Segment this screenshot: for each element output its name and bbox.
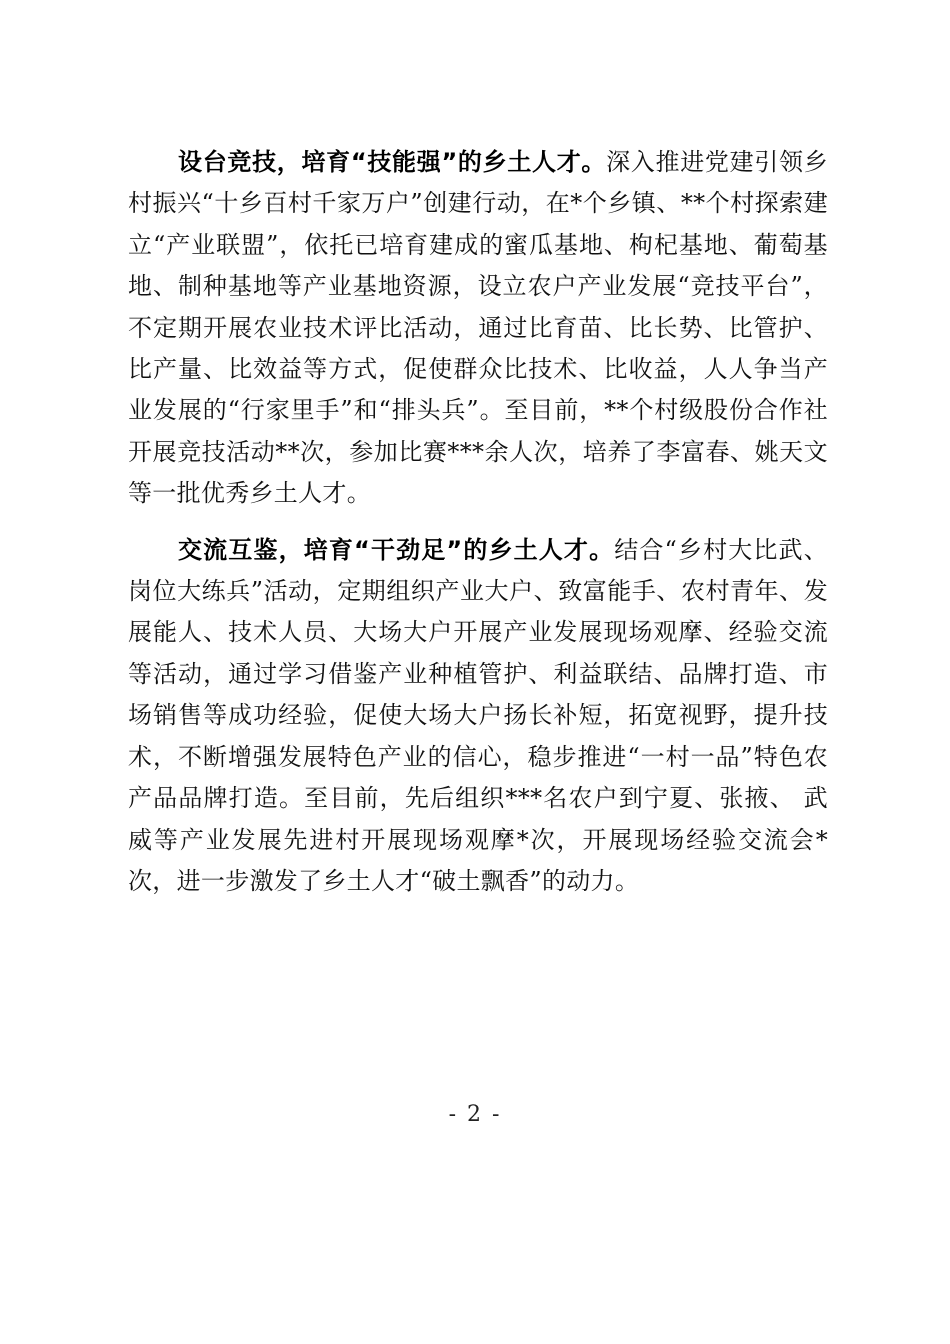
paragraph-exchange-learning bbox=[128, 530, 828, 903]
page-number: - 2 - bbox=[448, 1102, 502, 1127]
paragraph-text: 结合“乡村大比武、岗位大练兵”活动，定期组织产业大户、致富能手、农村青年、发展能人、技术人员、大场大户开展产业发展现场观摩、经验交流等活动，通过学习借鉴产业种植管护、利益联结、品牌打造、市场销售等成功经验，促使大场大户扬长补短，拓宽视野，提升技术，不断增强发展特色产业的信心，稳步推进“一村一品”特色农产品品牌打造。至目前，先后组织***名农户到宁夏、张掖、 武威等产业发展先进村开展现场观摩*次，开展现场经验交流会*次，进一步激发了乡土人才“破土飘香”的动力。 bbox=[128, 535, 828, 895]
paragraph-heading: 设台竞技，培育“技能强”的乡土人才。 bbox=[178, 148, 607, 176]
paragraph-heading: 交流互鉴，培育“干劲足”的乡土人才。 bbox=[178, 535, 615, 564]
paragraph-skill-competition bbox=[128, 142, 828, 515]
document-body bbox=[128, 142, 828, 917]
paragraph-text: 深入推进党建引领乡村振兴“十乡百村千家万户”创建行动，在*个乡镇、**个村探索建立“产业联盟”，依托已培育建成的蜜瓜基地、枸杞基地、葡萄基地、制种基地等产业基地资源，设立农户产业发展“竞技平台”，不定期开展农业技术评比活动，通过比育苗、比长势、比管护、比产量、比效益等方式，促使群众比技术、比收益，人人争当产业发展的“行家里手”和“排头兵”。至目前，**个村级股份合作社开展竞技活动**次，参加比赛***余人次，培养了李富春、姚天文等一批优秀乡土人才。 bbox=[128, 148, 828, 508]
